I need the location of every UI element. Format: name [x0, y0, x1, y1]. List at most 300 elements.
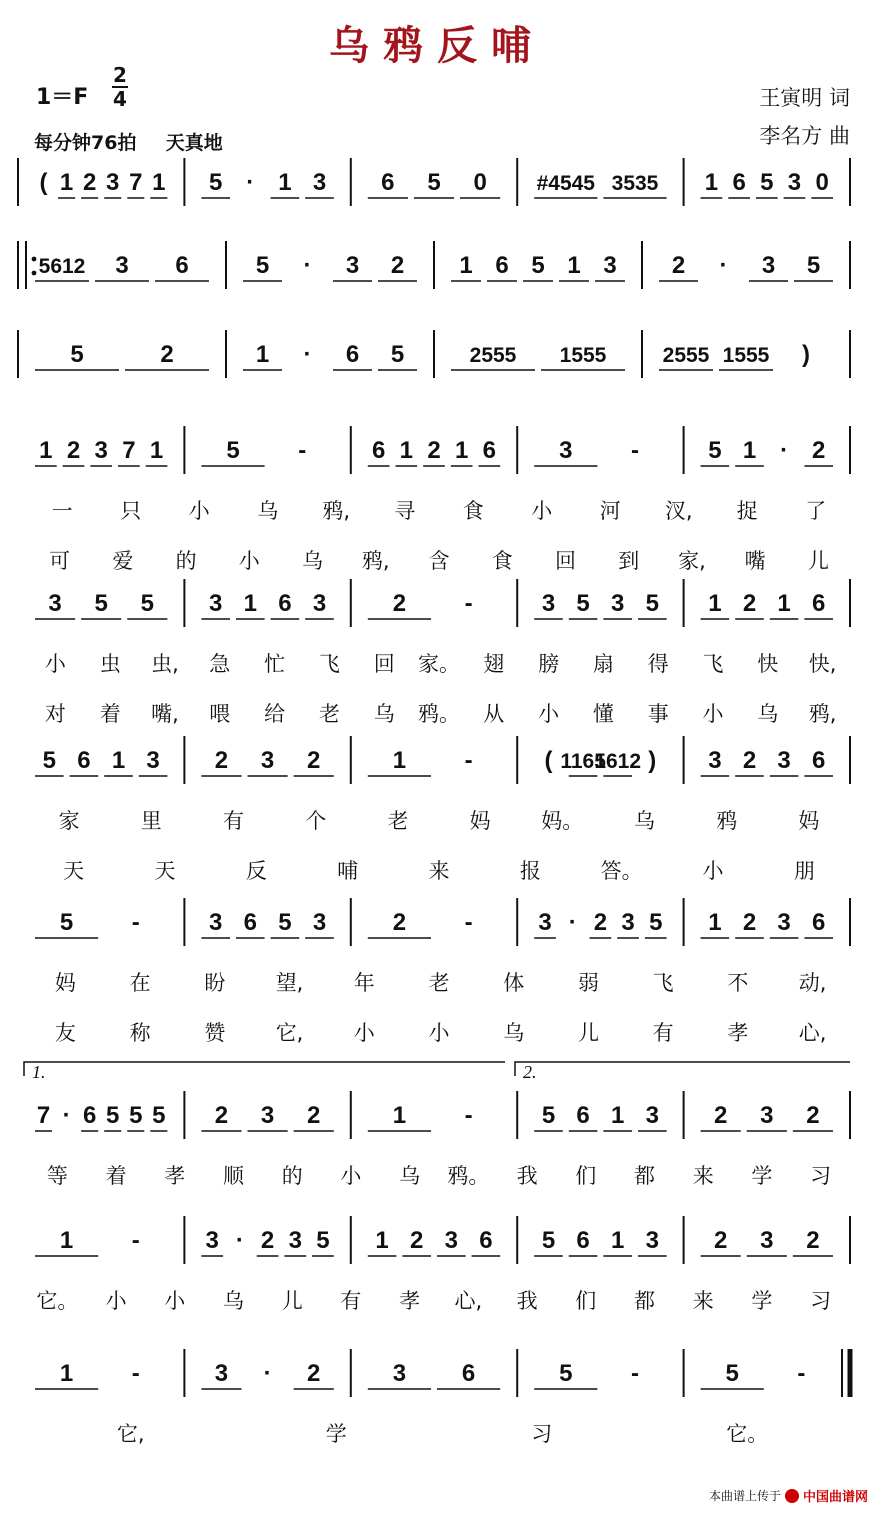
- note: 6: [576, 1227, 590, 1254]
- note: 5: [140, 590, 155, 617]
- note: 6: [381, 169, 395, 196]
- lyric-char: 们: [575, 1289, 597, 1313]
- note: ·: [303, 341, 312, 368]
- note: 3: [345, 252, 360, 279]
- lyric-char: 儿: [577, 1021, 599, 1045]
- lyric-char: 儿: [807, 549, 829, 573]
- time-denominator: 4: [113, 87, 127, 111]
- note: 7: [129, 169, 143, 196]
- lyric-char: 赞: [204, 1021, 226, 1045]
- note: 1: [708, 590, 722, 617]
- note: ·: [235, 1227, 244, 1254]
- lyric-char: 习: [810, 1289, 832, 1313]
- lyric-char: 小: [531, 499, 553, 523]
- note: 5: [152, 1102, 166, 1129]
- note: 3: [760, 1102, 774, 1129]
- note: 2: [742, 590, 757, 617]
- lyric-char: 膀: [538, 652, 560, 676]
- lyric-char: 答。: [600, 859, 643, 883]
- note: 2: [742, 909, 757, 936]
- note: -: [298, 437, 307, 464]
- note: 5: [576, 590, 590, 617]
- note: 5: [390, 341, 405, 368]
- note: ·: [263, 1360, 272, 1387]
- key-label: 1＝F: [36, 85, 89, 110]
- note: 5: [427, 169, 441, 196]
- mood-text: 天真地: [165, 132, 223, 154]
- lyric-char: 个: [305, 809, 327, 833]
- note: 6: [371, 437, 386, 464]
- lyric-char: 动,: [798, 971, 827, 995]
- note: 3: [761, 252, 776, 279]
- note: 3: [312, 169, 327, 196]
- lyric-char: 学: [751, 1289, 773, 1313]
- lyric-char: 小: [340, 1164, 362, 1188]
- second-ending-bracket: [515, 1062, 850, 1076]
- lyric-char: 的: [175, 549, 197, 573]
- note: 1612: [594, 750, 642, 773]
- footer-site: 中国曲谱网: [802, 1490, 868, 1505]
- note: 0: [815, 169, 829, 196]
- lyric-char: 汊,: [664, 499, 693, 523]
- lyric-char: 得: [647, 652, 669, 676]
- lyric-char: 小: [702, 702, 724, 726]
- lyric-char: 顺: [223, 1164, 244, 1188]
- note: 2555: [469, 344, 517, 367]
- lyric-char: 乌: [634, 809, 655, 833]
- lyric-char: 给: [264, 702, 286, 726]
- lyric-char: 捉: [736, 499, 758, 523]
- lyric-char: 乌: [503, 1021, 525, 1045]
- note: 2: [390, 252, 405, 279]
- note: 2: [260, 1227, 275, 1254]
- lyric-char: 小: [238, 549, 260, 573]
- tempo-text: 每分钟76拍: [34, 132, 137, 154]
- note: 1: [392, 747, 407, 774]
- note: 2: [82, 169, 97, 196]
- note: 1: [392, 1102, 407, 1129]
- note: 3: [48, 590, 62, 617]
- lyric-char: 来: [692, 1164, 714, 1188]
- lyric-char: 年: [353, 971, 375, 995]
- lyric-char: 弱: [577, 971, 599, 995]
- lyric-char: 虫,: [151, 652, 179, 676]
- footer-label: 本曲谱上传于: [708, 1489, 781, 1503]
- lyric-char: 等: [46, 1164, 68, 1188]
- lyric-char: 一: [51, 499, 73, 523]
- composer-credit: 李名方 曲: [759, 124, 850, 148]
- lyric-char: 乌: [373, 702, 395, 726]
- note: 5: [725, 1360, 739, 1387]
- note: 3: [541, 590, 556, 617]
- lyric-char: 妈: [798, 809, 820, 833]
- lyric-char: 到: [618, 549, 640, 573]
- lyric-char: 报: [519, 859, 541, 883]
- note: 2: [427, 437, 441, 464]
- ending-label: 2.: [523, 1062, 537, 1082]
- note: 1: [39, 437, 53, 464]
- lyric-char: 小: [44, 652, 66, 676]
- note: 6: [461, 1360, 476, 1387]
- note: 5: [42, 747, 56, 774]
- note: 1: [455, 437, 469, 464]
- note: 3: [260, 747, 275, 774]
- note: 6: [482, 437, 497, 464]
- note: 5: [806, 252, 821, 279]
- lyric-char: 小: [538, 702, 560, 726]
- note: 3: [708, 747, 722, 774]
- note: 2: [214, 747, 229, 774]
- lyric-char: 鸦,: [361, 549, 390, 573]
- note: 2: [806, 1227, 820, 1254]
- lyric-char: 体: [503, 971, 525, 995]
- repeat-dot: [32, 257, 37, 262]
- lyric-char: 鸦,: [808, 702, 837, 726]
- note: 3: [146, 747, 160, 774]
- lyric-char: 家,: [678, 549, 706, 573]
- note: 1: [399, 437, 413, 464]
- note: 5: [708, 437, 722, 464]
- note: 2: [307, 747, 321, 774]
- note: 5: [226, 437, 240, 464]
- note: 1555: [559, 344, 607, 367]
- note: 6: [479, 1227, 493, 1254]
- note: 5: [106, 1102, 120, 1129]
- note: 6: [345, 341, 360, 368]
- lyric-char: 天: [154, 859, 176, 883]
- note: 1: [255, 341, 270, 368]
- note: 3: [115, 252, 129, 279]
- lyric-char: 只: [120, 499, 142, 523]
- note: 6: [77, 747, 91, 774]
- lyric-char: 的: [281, 1164, 303, 1188]
- lyric-char: 鸦: [716, 809, 738, 833]
- note: 2: [812, 437, 826, 464]
- note: -: [131, 1227, 140, 1254]
- note: 1: [59, 1360, 74, 1387]
- note: 2: [742, 747, 757, 774]
- note: 3: [611, 590, 625, 617]
- lyric-char: 它,: [116, 1422, 145, 1446]
- note: -: [631, 437, 639, 464]
- lyric-char: 反: [245, 859, 267, 883]
- lyric-char: 着: [105, 1164, 127, 1188]
- first-ending-bracket: [24, 1062, 505, 1076]
- lyric-char: 来: [428, 859, 450, 883]
- note: 5: [316, 1227, 330, 1254]
- note: 6: [82, 1102, 97, 1129]
- note: 3: [787, 169, 802, 196]
- note: 1: [243, 590, 257, 617]
- note: ·: [62, 1102, 71, 1129]
- note: 3: [312, 590, 327, 617]
- note: 3: [209, 590, 223, 617]
- lyric-char: 里: [140, 809, 162, 833]
- note: -: [797, 1360, 806, 1387]
- lyric-char: 老: [387, 809, 409, 833]
- note: 5: [255, 252, 270, 279]
- note: 5: [209, 169, 223, 196]
- lyric-char: 我: [516, 1164, 538, 1188]
- note: 3: [559, 437, 573, 464]
- note: ·: [780, 437, 789, 464]
- note: 5612: [38, 255, 86, 278]
- note: 5: [59, 909, 74, 936]
- lyric-char: 小: [353, 1021, 375, 1045]
- note: 3: [645, 1102, 659, 1129]
- note: 2: [806, 1102, 820, 1129]
- lyric-char: 它。: [36, 1289, 79, 1313]
- upload-footer: [709, 1486, 868, 1505]
- note: 5: [278, 909, 292, 936]
- lyric-char: 忙: [264, 652, 286, 676]
- note: 2: [713, 1102, 728, 1129]
- lyric-char: 事: [647, 702, 669, 726]
- lyric-char: 有: [223, 809, 244, 833]
- note: 3: [645, 1227, 659, 1254]
- repeat-dot: [32, 271, 37, 276]
- lyric-char: 天: [63, 859, 85, 883]
- note: 1: [59, 169, 74, 196]
- lyric-char: 哺: [337, 859, 359, 883]
- lyric-char: 了: [805, 499, 827, 523]
- lyric-char: 飞: [652, 971, 674, 995]
- note: 3: [312, 909, 327, 936]
- note: #4545: [536, 172, 596, 195]
- lyric-char: 孝: [727, 1021, 749, 1045]
- note: 3535: [611, 172, 659, 195]
- note: 3: [209, 909, 223, 936]
- lyric-char: 它。: [726, 1422, 769, 1446]
- lyric-char: 家: [58, 809, 80, 833]
- note: 5: [645, 590, 659, 617]
- lyric-char: 扇: [592, 652, 614, 676]
- lyric-char: 学: [325, 1422, 347, 1446]
- lyric-char: 翅: [483, 652, 505, 676]
- note: -: [464, 590, 473, 617]
- lyric-char: 儿: [281, 1289, 303, 1313]
- note: ): [802, 341, 810, 368]
- note: 3: [621, 909, 635, 936]
- note: 1: [611, 1102, 625, 1129]
- lyric-char: 朋: [793, 859, 815, 883]
- note: 2: [307, 1360, 321, 1387]
- lyric-char: 对: [44, 702, 66, 726]
- lyric-char: 懂: [592, 702, 614, 726]
- note: -: [464, 747, 473, 774]
- lyric-char: 妈: [54, 971, 76, 995]
- note: 5: [129, 1102, 143, 1129]
- note: 5: [94, 590, 108, 617]
- note: 0: [473, 169, 487, 196]
- lyric-char: 妈。: [541, 809, 584, 833]
- note: 7: [122, 437, 136, 464]
- note: 3: [214, 1360, 229, 1387]
- lyric-char: 在: [129, 971, 151, 995]
- lyric-char: 食: [462, 499, 484, 523]
- note: 3: [106, 169, 120, 196]
- ending-label: 1.: [32, 1062, 46, 1082]
- note: 3: [538, 909, 552, 936]
- note: 6: [812, 909, 826, 936]
- lyric-char: 小: [428, 1021, 450, 1045]
- note: 5: [541, 1227, 556, 1254]
- note: 7: [36, 1102, 51, 1129]
- note: 5: [760, 169, 774, 196]
- note: 3: [392, 1360, 407, 1387]
- lyric-char: 望,: [275, 971, 304, 995]
- lyric-char: 它,: [275, 1021, 304, 1045]
- lyric-char: 习: [531, 1422, 553, 1446]
- note: 1: [375, 1227, 389, 1254]
- lyric-char: 回: [373, 652, 395, 676]
- lyricist-credit: 王寅明 词: [759, 86, 850, 110]
- note: 5: [559, 1360, 573, 1387]
- lyric-char: 有: [652, 1021, 674, 1045]
- lyric-char: 称: [129, 1021, 151, 1045]
- lyric-char: 友: [54, 1021, 76, 1045]
- lyric-char: 心,: [798, 1021, 827, 1045]
- note: 2: [214, 1102, 229, 1129]
- lyric-char: 从: [483, 702, 505, 726]
- note: 1: [704, 169, 719, 196]
- note: 1: [567, 252, 581, 279]
- lyric-char: 快,: [808, 652, 837, 676]
- note: 2: [392, 590, 407, 617]
- lyric-char: 有: [340, 1289, 362, 1313]
- lyric-char: 乌: [399, 1164, 421, 1188]
- note: 6: [732, 169, 746, 196]
- lyric-char: 河: [599, 499, 621, 523]
- note: 6: [278, 590, 292, 617]
- lyric-char: 急: [209, 652, 231, 676]
- note: 1165: [560, 750, 606, 773]
- lyric-char: 快: [757, 652, 779, 676]
- lyric-char: 心,: [454, 1289, 483, 1313]
- time-numerator: 2: [113, 63, 127, 87]
- lyric-char: 乌: [757, 702, 779, 726]
- note: 6: [243, 909, 257, 936]
- note: 1: [708, 909, 722, 936]
- note: 3: [777, 909, 791, 936]
- lyric-char: 孝: [164, 1164, 186, 1188]
- note: 1: [152, 169, 166, 196]
- note: 1: [459, 252, 473, 279]
- lyric-char: 飞: [702, 652, 724, 676]
- lyric-char: 老: [428, 971, 450, 995]
- lyric-char: 飞: [318, 652, 340, 676]
- note: -: [131, 1360, 140, 1387]
- note: 2: [307, 1102, 321, 1129]
- note: 3: [760, 1227, 774, 1254]
- note: 1: [777, 590, 791, 617]
- note: 5: [531, 252, 545, 279]
- lyric-char: 回: [554, 549, 576, 573]
- lyric-char: 食: [491, 549, 513, 573]
- lyric-char: 喂: [209, 702, 231, 726]
- note: 1: [111, 747, 126, 774]
- note: 1: [59, 1227, 74, 1254]
- lyric-char: 寻: [394, 499, 416, 523]
- note: 3: [777, 747, 791, 774]
- lyric-char: 小: [188, 499, 210, 523]
- note: ·: [303, 252, 312, 279]
- note: 2: [392, 909, 407, 936]
- note: -: [464, 909, 473, 936]
- lyric-char: 不: [727, 971, 749, 995]
- lyric-char: 虫: [99, 652, 121, 676]
- note: 2: [66, 437, 81, 464]
- lyric-char: 乌: [257, 499, 279, 523]
- note: 2: [410, 1227, 424, 1254]
- note: 1555: [722, 344, 770, 367]
- lyric-char: 含: [428, 549, 450, 573]
- note: 2: [671, 252, 686, 279]
- lyric-char: 乌: [223, 1289, 244, 1313]
- note: -: [631, 1360, 639, 1387]
- lyric-char: 妈: [469, 809, 491, 833]
- note: 1: [278, 169, 292, 196]
- note: 3: [205, 1227, 219, 1254]
- lyric-char: 小: [702, 859, 724, 883]
- note: 3: [444, 1227, 458, 1254]
- note: (: [39, 169, 48, 196]
- note: 2: [160, 341, 174, 368]
- note: 6: [576, 1102, 590, 1129]
- note: 6: [495, 252, 509, 279]
- note: 3: [288, 1227, 302, 1254]
- lyric-char: 我: [516, 1289, 538, 1313]
- lyric-char: 鸦,: [322, 499, 351, 523]
- note: 1: [149, 437, 164, 464]
- note: 2: [713, 1227, 728, 1254]
- site-logo-icon: [785, 1489, 799, 1503]
- lyric-char: 嘴,: [151, 702, 179, 726]
- note: 5: [649, 909, 663, 936]
- lyric-char: 盼: [204, 971, 226, 995]
- lyric-char: 都: [634, 1164, 655, 1188]
- lyric-char: 家。: [418, 652, 460, 676]
- note: 1: [611, 1227, 625, 1254]
- note: ·: [719, 252, 728, 279]
- note: 3: [603, 252, 617, 279]
- lyric-char: 小: [105, 1289, 127, 1313]
- lyric-char: 学: [751, 1164, 773, 1188]
- lyric-char: 们: [575, 1164, 597, 1188]
- note: 3: [260, 1102, 275, 1129]
- lyric-char: 习: [810, 1164, 832, 1188]
- lyric-char: 鸦。: [418, 702, 460, 726]
- lyric-char: 着: [99, 702, 121, 726]
- note: 1: [742, 437, 757, 464]
- note: 6: [175, 252, 189, 279]
- note: 6: [812, 747, 826, 774]
- note: 6: [812, 590, 826, 617]
- lyric-char: 乌: [302, 549, 324, 573]
- note: -: [131, 909, 140, 936]
- lyric-char: 老: [318, 702, 340, 726]
- note: 2555: [662, 344, 710, 367]
- lyric-char: 小: [164, 1289, 186, 1313]
- note: 5: [70, 341, 84, 368]
- note: ·: [568, 909, 577, 936]
- lyric-char: 可: [49, 549, 71, 573]
- note: 3: [94, 437, 108, 464]
- note: -: [464, 1102, 473, 1129]
- note: 5: [541, 1102, 556, 1129]
- lyric-char: 都: [634, 1289, 655, 1313]
- note: ): [648, 747, 657, 774]
